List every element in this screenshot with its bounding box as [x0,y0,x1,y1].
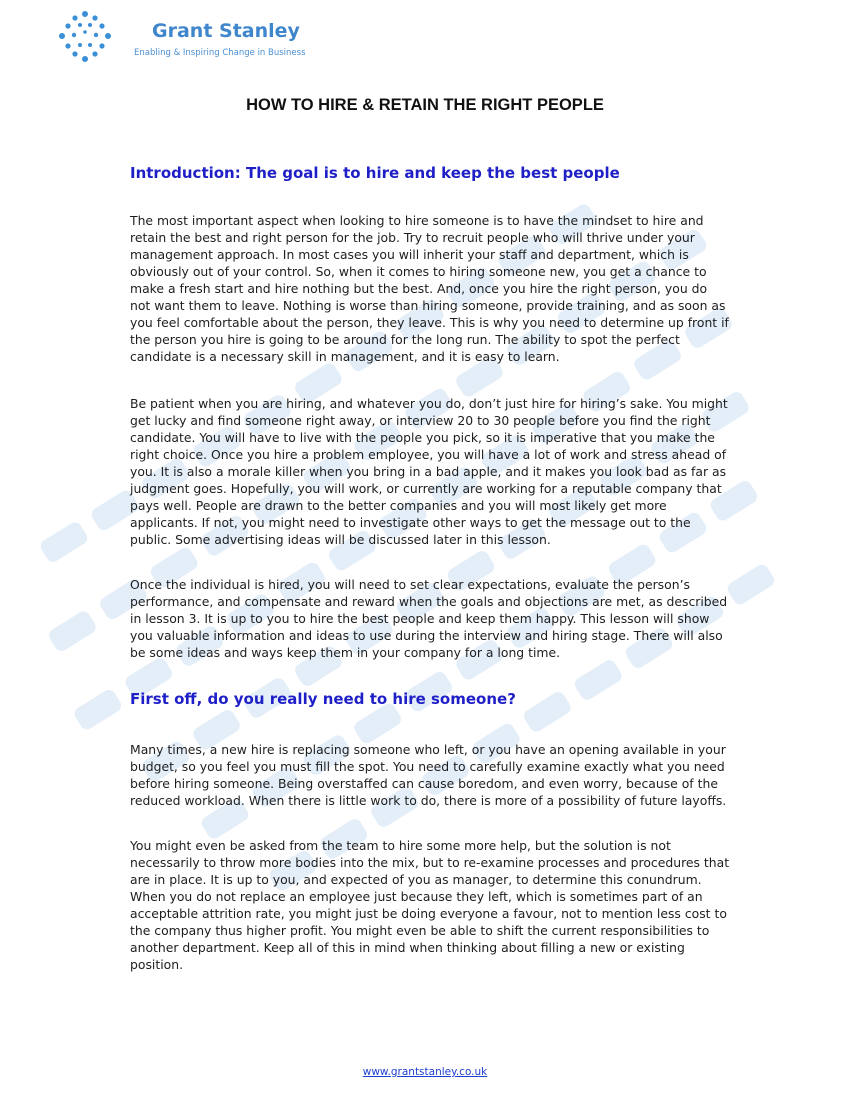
first-off-paragraph-2: You might even be asked from the team to hire some more help, but the solution is not necessarily to throw more bodies into the mix, but to re-examine processes and procedures that are in place. It is up to you, and expected of you as manager, to determine this conundrum. When you do not replace an employee just because they left, which is sometimes part of an acceptable attrition rate, you might just be doing everyone a favour, not to mention less cost to the company thus higher profit. You might even be able to shift the current responsibilities to another department. Keep all of this in mind when thinking about filling a new or existing position. [130,838,730,972]
footer-website-link[interactable]: www.grantstanley.co.uk [362,1066,488,1078]
document-title: HOW TO HIRE & RETAIN THE RIGHT PEOPLE [246,96,604,114]
intro-paragraph-1: The most important aspect when looking to hire someone is to have the mindset to hire and retain the best and right person for the job. Try to recruit people who will thrive under your management approach. In most cases you will inherit your staff and department, which is obviously out of your control. So, when it comes to hiring someone new, you get a chance to make a fresh start and hire nothing but the best. And, once you hire the right person, you do not want them to leave. Nothing is worse than hiring someone, provide training, and as soon as you feel comfortable about the person, they leave. This is why you need to determine up front if the person you hire is going to be around for the long run. The ability to spot the perfect candidate is a necessary skill in management, and it is easy to learn. [130,213,729,364]
first-off-paragraph-1: Many times, a new hire is replacing someone who left, or you have an opening available in your budget, so you feel you must fill the spot. You need to carefully examine exactly what you need before hiring someone. Being overstaffed can cause boredom, and even worry, because of the reduced workload. When there is little work to do, there is more of a possibility of future layoffs. [130,742,727,808]
brand-tagline: Enabling & Inspiring Change in Business [134,48,306,58]
logo-dots-icon [56,10,114,64]
section-heading-introduction: Introduction: The goal is to hire and keep the best people [130,164,620,182]
intro-paragraph-3: Once the individual is hired, you will need to set clear expectations, evaluate the person’s performance, and compensate and reward when the goals and objections are met, as described in lesson 3. It is up to you to hire the best people and keep them happy. This lesson will show you valuable information and ideas to use during the interview and hiring stage. There will also be some ideas and ways keep them in your company for a long time. [130,577,728,660]
brand-name: Grant Stanley [152,20,300,42]
intro-paragraph-2: Be patient when you are hiring, and whatever you do, don’t just hire for hiring’s sake. You might get lucky and find someone right away, or interview 20 to 30 people before you find the right candidate. You will have to live with the people you pick, so it is imperative that you make the right choice. Once you hire a problem employee, you will have a lot of work and stress ahead of you. It is also a morale killer when you bring in a bad apple, and it makes you look bad as far as judgment goes. Hopefully, you will work, or currently are working for a reputable company that pays well. People are drawn to the better companies and you will most likely get more applicants. If not, you might need to investigate other ways to get the message out to the public. Some advertising ideas will be discussed later in this lesson. [130,396,728,547]
section-heading-first-off: First off, do you really need to hire someone? [130,690,516,708]
